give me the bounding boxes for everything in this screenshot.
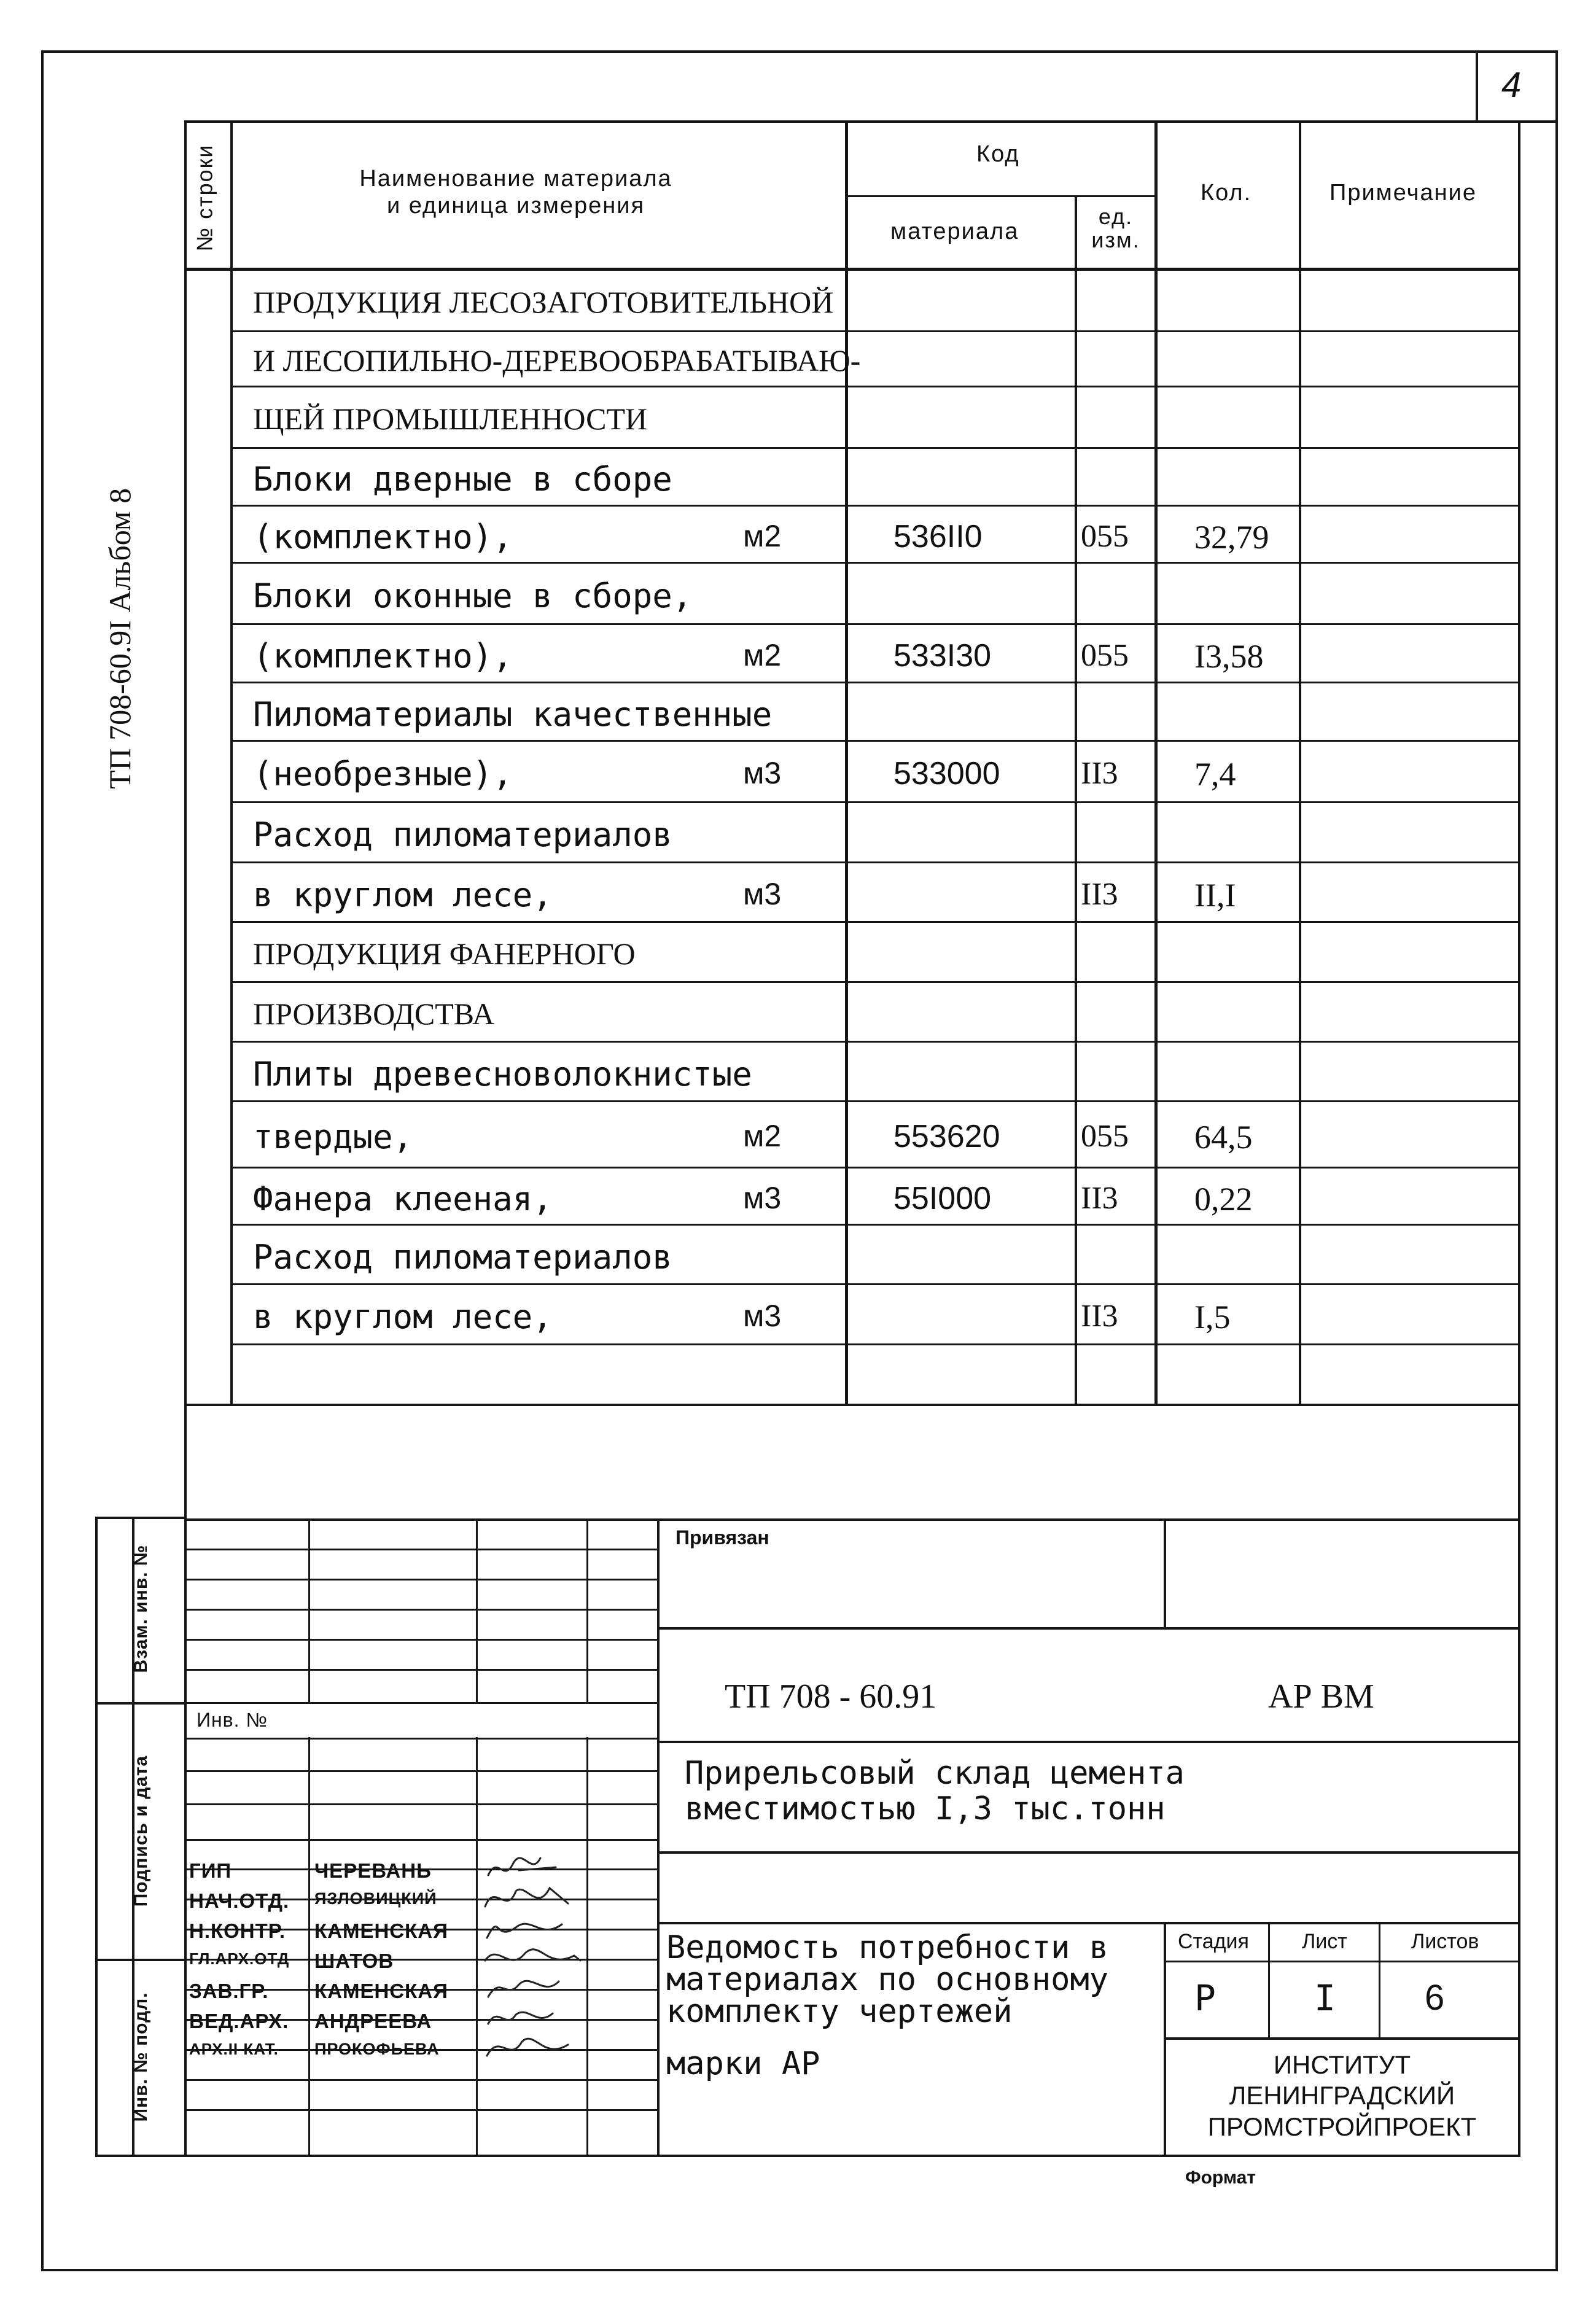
signatory-name: КАМЕНСКАЯ (314, 1980, 448, 2002)
unit-code: II3 (1081, 1181, 1118, 1216)
material-name: Расход пиломатериалов (253, 815, 672, 854)
header-code: Код (976, 141, 1020, 167)
sheets-label: Листов (1411, 1930, 1479, 1953)
material-name: (комплектно), (253, 518, 513, 556)
material-unit: м2 (743, 519, 782, 553)
signatory-role: НАЧ.ОТД. (189, 1889, 290, 1912)
project-title-line-1: Прирельсовый склад цемента (685, 1755, 1185, 1792)
material-name: Плиты древесноволокнистые (253, 1055, 752, 1094)
quantity: II,I (1194, 877, 1236, 914)
unit-code: II3 (1081, 1299, 1118, 1334)
material-name: ЩЕЙ ПРОМЫШЛЕННОСТИ (253, 402, 648, 436)
material-unit: м3 (743, 1181, 782, 1215)
unit-code: II3 (1081, 756, 1118, 791)
org-name (1166, 2050, 1518, 2142)
unit-code: 055 (1081, 1119, 1129, 1154)
material-name: (необрезные), (253, 755, 513, 793)
label-vzam: Взам. инв. № (131, 1544, 151, 1673)
material-name: ПРОДУКЦИЯ ФАНЕРНОГО (253, 936, 636, 971)
handwritten-signature (482, 2032, 599, 2069)
material-code: 55I000 (893, 1181, 992, 1216)
header-code-unit: ед. изм. (1091, 204, 1140, 252)
sheet-number: 4 (1501, 65, 1522, 105)
material-name: Расход пиломатериалов (253, 1238, 672, 1277)
signatory-role: ВЕД.АРХ. (189, 2010, 289, 2032)
sheet-value: I (1314, 1977, 1336, 2019)
quantity: 64,5 (1194, 1119, 1253, 1156)
doc-code: ТП 708 - 60.91 (725, 1678, 937, 1716)
material-name: Фанера клееная, (253, 1180, 553, 1218)
material-code: 536II0 (893, 519, 983, 554)
sheet-title-line-2: материалах по основному (666, 1961, 1109, 1998)
doc-mark: АР ВМ (1268, 1678, 1374, 1716)
header-row-no: № строки (192, 144, 217, 252)
inv-no-label: Инв. № (197, 1709, 268, 1731)
material-name: в круглом лесе, (253, 1297, 553, 1336)
material-name: И ЛЕСОПИЛЬНО-ДЕРЕВООБРАБАТЫВАЮ- (253, 343, 861, 378)
material-code: 553620 (893, 1119, 1000, 1154)
signatory-role: Н.КОНТР. (189, 1919, 286, 1942)
header-code-material: материала (890, 219, 1019, 244)
material-code: 533I30 (893, 638, 992, 674)
material-name: Пиломатериалы качественные (253, 695, 773, 734)
org-line-1: ИНСТИТУТ (1273, 2050, 1411, 2079)
header-name: Наименование материала и единица измерения (359, 166, 672, 219)
sheets-value: 6 (1425, 1978, 1445, 2018)
material-name: в круглом лесе, (253, 876, 553, 914)
signatory-name: ЧЕРЕВАНЬ (314, 1859, 432, 1882)
material-unit: м3 (743, 877, 782, 911)
signatory-name: АНДРЕЕВА (314, 2010, 432, 2032)
stage-value: Р (1194, 1977, 1216, 2019)
material-unit: м3 (743, 756, 782, 790)
album-label: ТП 708-60.9I Альбом 8 (103, 488, 137, 789)
org-line-2: ЛЕНИНГРАДСКИЙ (1229, 2081, 1455, 2110)
sheet-label: Лист (1302, 1930, 1347, 1953)
quantity: 7,4 (1194, 756, 1236, 793)
unit-code: 055 (1081, 519, 1129, 554)
unit-code: 055 (1081, 638, 1129, 673)
quantity: I3,58 (1194, 638, 1264, 675)
material-name: (комплектно), (253, 637, 513, 675)
signatory-name: ШАТОВ (314, 1950, 394, 1972)
org-line-3: ПРОМСТРОЙПРОЕКТ (1207, 2112, 1477, 2141)
label-inv-podl: Инв. № подл. (131, 1992, 151, 2122)
header-note: Примечание (1329, 180, 1477, 206)
material-code: 533000 (893, 756, 1000, 791)
material-name: ПРОИЗВОДСТВА (253, 997, 495, 1031)
sheet-title-line-4: марки АР (666, 2045, 820, 2082)
signatory-role: АРХ.II КАТ. (189, 2040, 279, 2058)
material-name: твердые, (253, 1118, 413, 1156)
format-label: Формат (1185, 2167, 1256, 2188)
project-title-line-2: вместимостью I,3 тыс.тонн (685, 1790, 1166, 1827)
header-qty: Кол. (1201, 180, 1252, 206)
signatory-name: КАМЕНСКАЯ (314, 1919, 448, 1942)
sheet-title-line-3: комплекту чертежей (666, 1993, 1013, 2030)
material-name: Блоки оконные в сборе, (253, 577, 693, 615)
material-name: ПРОДУКЦИЯ ЛЕСОЗАГОТОВИТЕЛЬНОЙ (253, 285, 834, 319)
quantity: 32,79 (1194, 519, 1269, 556)
material-unit: м3 (743, 1299, 782, 1333)
material-unit: м2 (743, 1119, 782, 1153)
signatory-name: ЯЗЛОВИЦКИЙ (314, 1889, 437, 1908)
quantity: I,5 (1194, 1299, 1231, 1335)
sheet-title-line-1: Ведомость потребности в (666, 1929, 1109, 1966)
unit-code: II3 (1081, 877, 1118, 912)
signatory-role: ЗАВ.ГР. (189, 1980, 269, 2002)
signatory-role: ГЛ.АРХ.ОТД (189, 1950, 290, 1968)
label-podpis: Подпись и дата (131, 1755, 151, 1907)
privyazan-label: Привязан (675, 1526, 769, 1549)
signatory-name: ПРОКОФЬЕВА (314, 2040, 440, 2058)
signatory-role: ГИП (189, 1859, 232, 1882)
material-name: Блоки дверные в сборе (253, 460, 672, 499)
material-unit: м2 (743, 638, 782, 672)
quantity: 0,22 (1194, 1181, 1253, 1218)
stage-label: Стадия (1178, 1930, 1249, 1953)
